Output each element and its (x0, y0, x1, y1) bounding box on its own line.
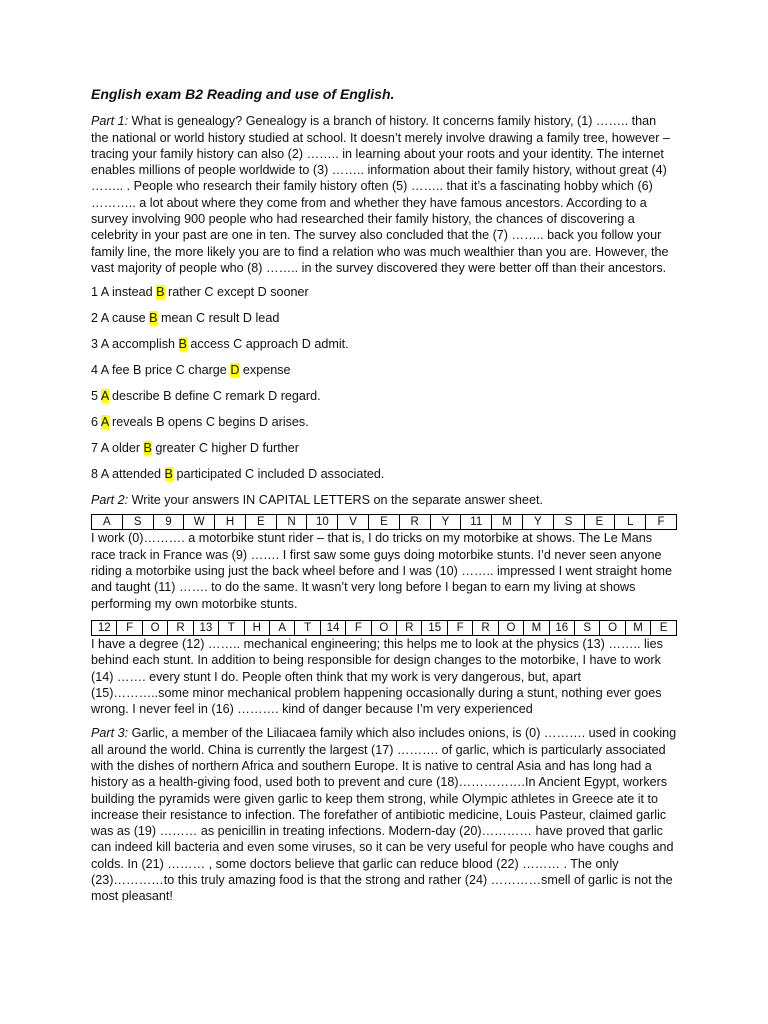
answer-highlight: B (164, 467, 173, 482)
answer-grid-cell: Y (430, 515, 461, 530)
part2-text-1: I work (0)………. a motorbike stunt rider – that is, I do tricks on my motorbike at shows. The Le Mans race track in France was (9) ……. I first saw some guys doing motorbike stunts. I’d never seen anyone riding a motorbike using just the back wheel before and I was (10) …….. impressed I went straight home and taught (11) ……. to do the same. It wasn’t very long before I began to earn my living at shows performing my own motorbike stunts. (91, 531, 672, 611)
answer-grid-cell: 16 (549, 620, 574, 635)
option-text: participated C included D associated. (172, 467, 385, 482)
answer-grid-cell: O (371, 620, 396, 635)
part1-paragraph (91, 113, 677, 276)
answer-grid-cell: R (473, 620, 498, 635)
answer-grid-cell: E (584, 515, 615, 530)
answer-grid-cell: 11 (461, 515, 492, 530)
answer-grid-cell: E (245, 515, 276, 530)
option-line-5 (91, 388, 677, 404)
part1-text: What is genealogy? Genealogy is a branch of history. It concerns family history, (1) …….. than the national or world history studied at school. It doesn’t merely involve drawing a family tree, however – tracing your family history can also (2) …….. in learning about your roots and your identity. The internet enables millions of people worldwide to (3) …….. information about their family history, without great (4) …….. . People who research their family history often (5) …….. that it’s a fascinating hobby which (6) ……….. a lot about where they come from and whether they have famous ancestors. According to a survey involving 900 people who had researched their family history, the chances of discovering a celebrity in your past are one in ten. The survey also concluded that the (7) …….. back you follow your family line, the more likely you are to find a relation who was much wealthier than you are. However, the vast majority of people who (8) …….. in the survey discovered they were better off than their ancestors. (91, 114, 670, 275)
option-line-4 (91, 362, 677, 378)
part3-text: Garlic, a member of the Liliacaea family which also includes onions, is (0) ………. used in cooking all around the world. China is currently the largest (17) ………. of garlic, which is particularly associated with the dishes of northern Africa and southern Europe. It is native to central Asia and has long had a history as a health-giving food, used both to prevent and cure (18)…………….In Ancient Egypt, workers building the pyramids were given garlic to keep them strong, while Olympic athletes in Greece ate it to increase their resistance to infection. The forefather of antibiotic medicine, Louis Pasteur, claimed garlic was as (19) ……… as penicillin in treating infections. Modern-day (20)………… have proved that garlic can indeed kill bacteria and even some viruses, so it can be very useful for people who have coughs and colds. In (21) ……… , some doctors believe that garlic can reduce blood (22) ……… . The only (23)…………to this truly amazing food is that the strong and rather (24) …………smell of garlic is not the most pleasant! (91, 726, 677, 904)
answer-grid-cell: T (219, 620, 244, 635)
option-line-2 (91, 310, 677, 326)
answer-grid-cell: R (397, 620, 422, 635)
option-text: greater C higher D further (151, 441, 299, 456)
answer-grid-cell: O (142, 620, 167, 635)
option-text: describe B define C remark D regard. (108, 389, 321, 404)
option-text: access C approach D admit. (186, 337, 349, 352)
option-line-1 (91, 284, 677, 300)
answer-grid-1 (91, 514, 677, 530)
answer-grid-cell: S (575, 620, 600, 635)
answer-grid-cell: S (122, 515, 153, 530)
option-text: 3 A accomplish (91, 337, 179, 352)
answer-grid-cell: R (399, 515, 430, 530)
answer-highlight: A (100, 389, 109, 404)
answer-highlight: D (230, 363, 240, 378)
option-text: expense (239, 363, 291, 378)
part2-label: Part 2: (91, 493, 129, 508)
answer-grid-row (92, 515, 677, 530)
answer-highlight: B (149, 311, 158, 326)
answer-highlight: B (156, 285, 165, 300)
answer-grid-cell: E (369, 515, 400, 530)
answer-grid-cell: F (646, 515, 677, 530)
option-text: 8 A attended (91, 467, 165, 482)
part2-text-2: I have a degree (12) …….. mechanical engineering; this helps me to look at the physics (13) …….. lies behind each stunt. In addition to being responsible for design changes to the motorbike, I have to work (14) ……. every stunt I do. People often think that my work is very dangerous, but, apart (15)………..some minor mechanical problem happening occasionally during a stunt, nothing ever goes wrong. I never feel in (16) ………. kind of danger because I’m very experienced (91, 636, 663, 717)
answer-grid-cell: T (295, 620, 320, 635)
answer-grid-cell: F (117, 620, 142, 635)
answer-grid-cell: O (600, 620, 625, 635)
part2-intro-text: Write your answers IN CAPITAL LETTERS on the separate answer sheet. (128, 493, 543, 508)
answer-grid-cell: Y (522, 515, 553, 530)
answer-grid-cell: O (498, 620, 523, 635)
option-text: 2 A cause (91, 311, 150, 326)
document-title: English exam B2 Reading and use of English. (91, 86, 395, 102)
answer-grid-cell: 14 (320, 620, 345, 635)
answer-highlight: A (100, 415, 109, 430)
part1-label: Part 1: (91, 114, 129, 129)
answer-grid-cell: 15 (422, 620, 447, 635)
option-text: 7 A older (91, 441, 144, 456)
answer-grid-cell: H (244, 620, 269, 635)
part3-label: Part 3: (91, 726, 129, 741)
answer-grid-cell: V (338, 515, 369, 530)
answer-grid-cell: L (615, 515, 646, 530)
option-text: rather C except D sooner (164, 285, 309, 300)
answer-grid-cell: S (553, 515, 584, 530)
part2-intro (91, 492, 677, 508)
answer-grid-2 (91, 620, 677, 636)
option-text: 1 A instead (91, 285, 157, 300)
answer-grid-cell: N (276, 515, 307, 530)
option-line-6 (91, 414, 677, 430)
answer-grid-cell: R (168, 620, 193, 635)
option-line-7 (91, 440, 677, 456)
answer-grid-cell: W (184, 515, 215, 530)
answer-grid-cell: A (269, 620, 294, 635)
answer-grid-cell: 10 (307, 515, 338, 530)
answer-grid-cell: E (651, 620, 677, 635)
option-line-8 (91, 466, 677, 482)
part3-paragraph (91, 725, 677, 904)
answer-grid-cell: F (447, 620, 472, 635)
document-content (91, 86, 677, 913)
answer-grid-cell: F (346, 620, 371, 635)
answer-highlight: B (143, 441, 152, 456)
answer-grid-cell: H (215, 515, 246, 530)
answer-grid-cell: 13 (193, 620, 218, 635)
answer-grid-cell: M (524, 620, 549, 635)
answer-highlight: B (178, 337, 187, 352)
option-text: 4 A fee B price C charge (91, 363, 231, 378)
answer-grid-cell: M (625, 620, 650, 635)
answer-grid-cell: 12 (92, 620, 117, 635)
option-text: 6 (91, 415, 101, 430)
option-line-3 (91, 336, 677, 352)
option-text: reveals B opens C begins D arises. (108, 415, 309, 430)
answer-grid-cell: M (492, 515, 523, 530)
answer-grid-row (92, 620, 677, 635)
answer-grid-cell: A (92, 515, 123, 530)
part1-options (91, 284, 677, 482)
answer-grid-cell: 9 (153, 515, 184, 530)
option-text: mean C result D lead (157, 311, 280, 326)
option-text: 5 (91, 389, 101, 404)
